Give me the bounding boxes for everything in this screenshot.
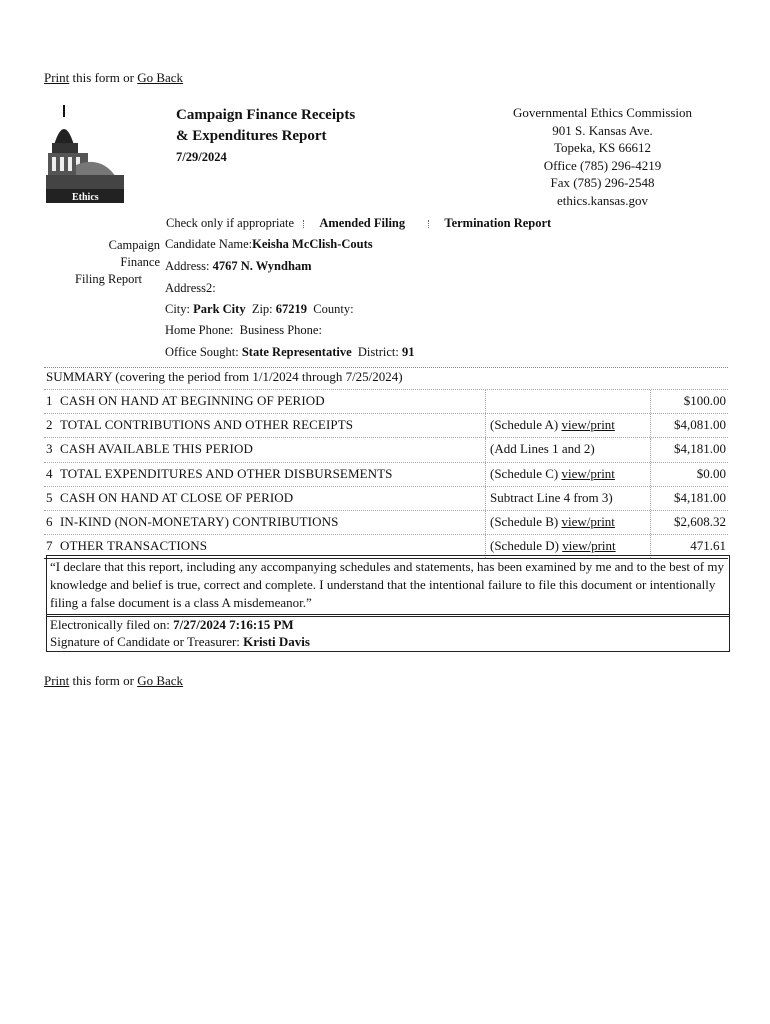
view-print-link[interactable]: view/print [561,417,615,433]
district-value: 91 [402,345,415,359]
schedule-text: (Schedule D) [490,538,563,554]
view-print-link[interactable]: view/print [561,513,615,529]
form-label-line-2: Finance [120,255,160,269]
summary-row-number: 4 [46,465,53,481]
signature-label: Signature of Candidate or Treasurer: [50,634,244,649]
city-row [165,302,354,317]
filing-info [46,614,730,652]
office-label: Office Sought: [165,345,239,359]
schedule-text: (Schedule A) [490,417,562,433]
summary-row-number: 2 [46,417,53,433]
agency-fax: Fax (785) 296-2548 [550,175,655,190]
summary-row-amount: $2,608.32 [650,511,728,534]
address2-row [165,281,216,296]
summary-row-number: 1 [46,393,53,408]
report-date: 7/29/2024 [176,150,227,164]
summary-row-schedule [485,390,650,413]
summary-row [44,462,728,486]
summary-row-label: TOTAL EXPENDITURES AND OTHER DISBURSEMENTS [60,465,393,481]
summary-row-amount: $100.00 [650,390,728,413]
summary-row [44,510,728,534]
office-row [165,345,415,360]
bottom-nav [44,673,183,689]
schedule-text: (Add Lines 1 and 2) [490,441,595,457]
summary-row-amount: $4,181.00 [650,438,728,461]
zip-label: Zip: [251,302,273,316]
summary-row-amount: $0.00 [650,463,728,486]
summary-row-label: CASH AVAILABLE THIS PERIOD [60,441,253,457]
agency-phone: Office (785) 296-4219 [543,157,662,173]
schedule-text: (Schedule B) [490,513,562,529]
termination-checkbox[interactable] [428,220,435,228]
form-label-line-3: Filing Report [75,272,143,286]
agency-street: 901 S. Kansas Ave. [552,122,653,138]
signature-row [50,633,726,650]
county-label: County: [313,302,354,316]
title-line-1: Campaign Finance Receipts [176,107,356,123]
address-row [165,259,312,274]
summary-row-amount: $4,081.00 [650,414,728,437]
form-label-line-1: Campaign [108,238,160,252]
summary-row-schedule [485,463,650,486]
agency-website: ethics.kansas.gov [557,192,648,208]
top-nav [44,70,183,86]
termination-report-label: Termination Report [444,216,552,230]
summary-row-amount: 471.61 [650,535,728,558]
summary-row-number: 7 [46,538,53,554]
address-label: Address: [165,259,210,273]
city-label: City: [165,302,191,316]
form-label [90,237,160,271]
summary-rows [44,389,728,559]
summary-row-label: CASH ON HAND AT BEGINNING OF PERIOD [60,393,325,408]
address-value: 4767 N. Wyndham [212,259,312,273]
amended-filing-label: Amended Filing [319,216,406,230]
office-value: State Representative [241,345,352,359]
summary-row [44,437,728,461]
summary-row [44,486,728,510]
schedule-text: (Schedule C) [490,465,562,481]
nav-separator-text-bottom: this form or [69,673,138,688]
candidate-name-row [165,237,373,252]
filed-on-row [50,616,726,633]
nav-separator-text: this form or [69,70,138,85]
declaration-text: “I declare that this report, including any accompanying schedules and statements, has been examined by me and to the best of my knowledge and belief is true, correct and complete. I understand that the intentional failure to file this document or intentionally filing a false document is a class A misdemeanor.” [46,555,730,617]
zip-value: 67219 [275,302,308,316]
summary-row [44,389,728,413]
summary-row-label: OTHER TRANSACTIONS [60,538,208,554]
home-phone-label: Home Phone: [165,323,234,337]
filed-on-label: Electronically filed on: [50,617,174,632]
report-title [176,105,355,168]
agency-name: Governmental Ethics Commission [512,105,693,120]
business-phone-label: Business Phone: [239,323,322,337]
summary-row-label: TOTAL CONTRIBUTIONS AND OTHER RECEIPTS [60,417,354,433]
agency-block [480,104,725,209]
title-line-2: & Expenditures Report [176,128,327,144]
summary-row-amount: $4,181.00 [650,487,728,510]
capitol-logo-icon [46,105,126,205]
address2-label: Address2: [165,281,216,295]
summary-table [44,367,728,559]
summary-row-schedule [485,511,650,534]
view-print-link[interactable]: view/print [562,538,616,554]
print-link-bottom[interactable]: Print [44,673,70,688]
print-link[interactable]: Print [44,70,70,85]
summary-row-schedule [485,414,650,437]
summary-heading: SUMMARY (covering the period from 1/1/2024 through 7/25/2024) [44,367,728,389]
go-back-link-bottom[interactable]: Go Back [137,673,184,688]
filed-on-value: 7/27/2024 7:16:15 PM [173,617,294,632]
candidate-name: Keisha McClish-Couts [252,237,373,251]
amended-checkbox[interactable] [303,220,310,228]
agency-city: Topeka, KS 66612 [554,140,651,155]
summary-row-number: 6 [46,513,53,529]
summary-row-schedule [485,487,650,510]
summary-row [44,413,728,437]
schedule-text: Subtract Line 4 from 3) [490,489,613,505]
summary-row-number: 5 [46,489,53,505]
city-value: Park City [193,302,246,316]
summary-row-label: IN-KIND (NON-MONETARY) CONTRIBUTIONS [60,513,339,529]
district-label: District: [357,345,399,359]
logo-text: Ethics [72,192,99,203]
summary-row-number: 3 [46,441,53,457]
summary-row-schedule [485,438,650,461]
filing-options-prompt: Check only if appropriate [166,216,295,230]
phone-row [165,323,322,338]
candidate-name-label: Candidate Name: [165,237,253,251]
view-print-link[interactable]: view/print [561,465,615,481]
summary-row-label: CASH ON HAND AT CLOSE OF PERIOD [60,489,294,505]
signature-value: Kristi Davis [243,634,310,649]
filing-options [166,216,551,231]
go-back-link[interactable]: Go Back [137,70,184,85]
